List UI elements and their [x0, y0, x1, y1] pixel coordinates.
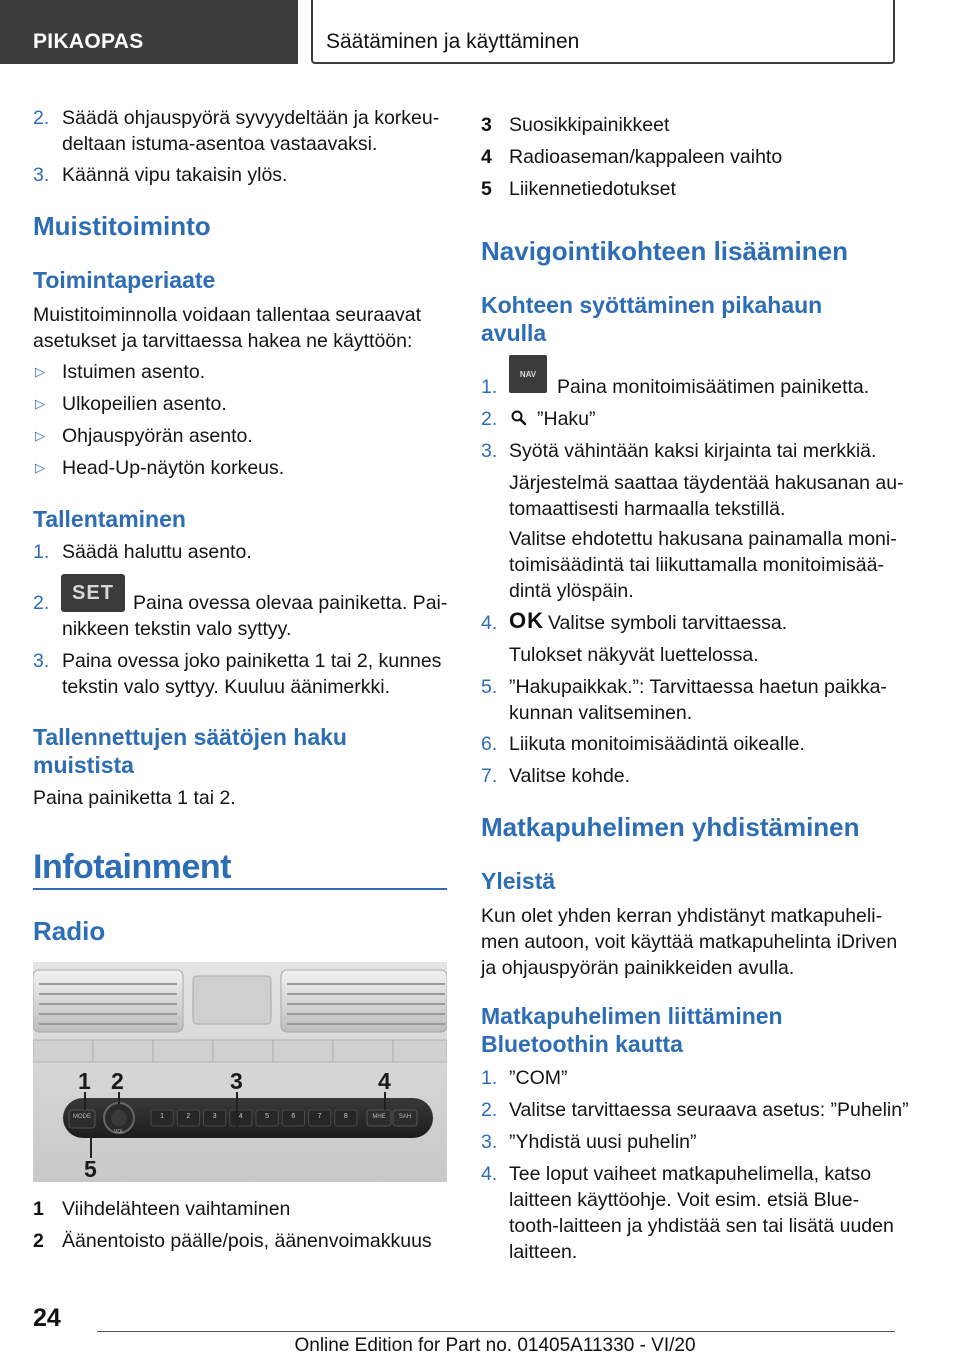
step-text: laitteen. [509, 1241, 578, 1263]
heading-navigointi: Navigointikohteen lisääminen [481, 236, 848, 266]
step-number: 3. [33, 650, 50, 672]
step-text: ”Haku” [537, 408, 596, 430]
footer-divider [97, 1331, 895, 1332]
preset-button-label: 3 [212, 1113, 217, 1120]
legend-text: Äänentoisto päälle/pois, äänenvoimakkuus [62, 1230, 432, 1252]
chapter-tab [311, 0, 895, 64]
step-number: 2. [33, 107, 50, 129]
step-text: dintä ylöspäin. [509, 580, 634, 602]
heading-muistitoiminto: Muistitoiminto [33, 211, 211, 241]
step-text: Tulokset näkyvät luettelossa. [509, 644, 759, 666]
step-number: 7. [481, 765, 498, 787]
paragraph-line: Muistitoiminnolla voidaan tallentaa seuraavat [33, 304, 422, 326]
bullet-triangle-icon: ▷ [35, 428, 45, 443]
legend-number: 1 [33, 1198, 44, 1220]
callout-number: 4 [378, 1068, 391, 1094]
step-number: 3. [481, 440, 498, 462]
search-icon [510, 409, 528, 427]
legend-number: 2 [33, 1230, 44, 1252]
paragraph-line: men autoon, voit käyttää matkapuhelinta iDriven [481, 931, 898, 953]
step-number: 4. [481, 612, 498, 634]
nav-button-icon: NAV [509, 355, 547, 393]
step-text: Valitse tarvittaessa seuraava asetus: ”Puhelin” [509, 1099, 909, 1121]
legend-text: Suosikkipainikkeet [509, 114, 670, 136]
callout-number: 5 [84, 1156, 97, 1182]
seek-button-label: SAH [398, 1114, 412, 1120]
set-button-icon: SET [61, 574, 125, 612]
heading-pikahaku: Kohteen syöttäminen pikahaun [481, 292, 823, 318]
step-text: Säädä ohjauspyörä syvyydeltään ja korkeu- [62, 107, 440, 129]
step-text: ”COM” [509, 1067, 568, 1089]
preset-button-label: 2 [186, 1113, 191, 1120]
step-text: Järjestelmä saattaa täydentää hakusanan au- [509, 472, 904, 494]
callout-number: 2 [111, 1068, 124, 1094]
step-text: Paina ovessa olevaa painiketta. Pai- [133, 592, 448, 614]
list-item: Ohjauspyörän asento. [62, 425, 253, 447]
bullet-triangle-icon: ▷ [35, 396, 45, 411]
step-number: 1. [481, 1067, 498, 1089]
heading-infotainment: Infotainment [33, 848, 231, 886]
step-text: Paina monitoimisäätimen painiketta. [557, 376, 870, 398]
step-text: Valitse symboli tarvittaessa. [548, 612, 788, 634]
legend-number: 3 [481, 114, 492, 136]
heading-radio: Radio [33, 916, 106, 946]
legend-text: Liikennetiedotukset [509, 178, 676, 200]
step-number: 6. [481, 733, 498, 755]
step-text: Tee loput vaiheet matkapuhelimella, katso [509, 1163, 872, 1185]
heading-haku: Tallennettujen säätöjen haku [33, 724, 347, 750]
preset-button-label: 7 [317, 1113, 322, 1120]
legend-number: 4 [481, 146, 492, 168]
paragraph-line: Kun olet yhden kerran yhdistänyt matkapuheli- [481, 905, 883, 927]
step-number: 1. [481, 376, 498, 398]
step-number: 2. [481, 1099, 498, 1121]
paragraph-line: ja ohjauspyörän painikkeiden avulla. [481, 957, 795, 979]
step-text: Säädä haluttu asento. [62, 541, 252, 563]
bullet-triangle-icon: ▷ [35, 460, 45, 475]
preset-button-label: 1 [160, 1113, 165, 1120]
heading-bluetooth: Bluetoothin kautta [481, 1031, 683, 1057]
heading-yleista: Yleistä [481, 868, 556, 894]
step-text: deltaan istuma-asentoa vastaavaksi. [62, 133, 378, 155]
step-number: 2. [481, 408, 498, 430]
step-text: toimisäädintä tai liikuttamalla monitoimisää- [509, 554, 884, 576]
heading-matkapuhelin: Matkapuhelimen yhdistäminen [481, 812, 860, 842]
step-text: nikkeen tekstin valo syttyy. [62, 618, 292, 640]
step-text: Valitse ehdotettu hakusana painamalla moni- [509, 528, 897, 550]
heading-pikahaku: avulla [481, 320, 547, 346]
preset-button-label: 6 [291, 1113, 296, 1120]
page-number: 24 [33, 1304, 61, 1332]
bullet-triangle-icon: ▷ [35, 364, 45, 379]
heading-underline [33, 888, 447, 890]
ok-icon: OK [509, 608, 544, 633]
callout-number: 1 [78, 1068, 91, 1094]
seek-button-label: MHE [372, 1114, 386, 1120]
heading-haku: muistista [33, 752, 134, 778]
step-number: 3. [33, 164, 50, 186]
step-text: ”Hakupaikkak.”: Tarvittaessa haetun paikka- [509, 676, 887, 698]
step-number: 3. [481, 1131, 498, 1153]
step-text: kunnan valitseminen. [509, 702, 693, 724]
step-number: 2. [33, 592, 50, 614]
paragraph-line: Paina painiketta 1 tai 2. [33, 787, 236, 809]
radio-panel-illustration [33, 962, 447, 1182]
heading-tallentaminen: Tallentaminen [33, 506, 186, 532]
preset-button-label: 5 [265, 1113, 270, 1120]
step-number: 5. [481, 676, 498, 698]
step-number: 1. [33, 541, 50, 563]
step-text: Valitse kohde. [509, 765, 631, 787]
list-item: Ulkopeilien asento. [62, 393, 227, 415]
mode-button-label: MODE [73, 1114, 91, 1120]
step-text: ”Yhdistä uusi puhelin” [509, 1131, 697, 1153]
step-text: tooth-laitteen ja yhdistää sen tai lisätä uuden [509, 1215, 894, 1237]
heading-bluetooth: Matkapuhelimen liittäminen [481, 1003, 783, 1029]
step-text: tomaattisesti harmaalla tekstillä. [509, 498, 786, 520]
step-text: Liikuta monitoimisäädintä oikealle. [509, 733, 805, 755]
paragraph-line: asetukset ja tarvittaessa hakea ne käyttöön: [33, 330, 413, 352]
callout-number: 3 [230, 1068, 243, 1094]
legend-text: Radioaseman/kappaleen vaihto [509, 146, 783, 168]
list-item: Istuimen asento. [62, 361, 206, 383]
preset-button-label: 8 [343, 1113, 348, 1120]
section-title: PIKAOPAS [33, 30, 144, 53]
legend-number: 5 [481, 178, 492, 200]
step-text: Käännä vipu takaisin ylös. [62, 164, 288, 186]
preset-button-label: 4 [238, 1113, 243, 1120]
step-text: tekstin valo syttyy. Kuuluu äänimerkki. [62, 676, 391, 698]
step-text: Paina ovessa joko painiketta 1 tai 2, kunnes [62, 650, 442, 672]
step-text: Syötä vähintään kaksi kirjainta tai merkkiä. [509, 440, 877, 462]
legend-text: Viihdelähteen vaihtaminen [62, 1198, 291, 1220]
step-text: laitteen käyttöohje. Voit esim. etsiä Blue- [509, 1189, 860, 1211]
heading-toimintaperiaate: Toimintaperiaate [33, 267, 216, 293]
volume-knob-label: VOL [113, 1129, 124, 1135]
section-tab [0, 0, 298, 64]
list-item: Head-Up-näytön korkeus. [62, 457, 285, 479]
chapter-title: Säätäminen ja käyttäminen [326, 30, 580, 53]
footer-edition: Online Edition for Part no. 01405A11330 - VI/20 [294, 1335, 696, 1356]
step-number: 4. [481, 1163, 498, 1185]
